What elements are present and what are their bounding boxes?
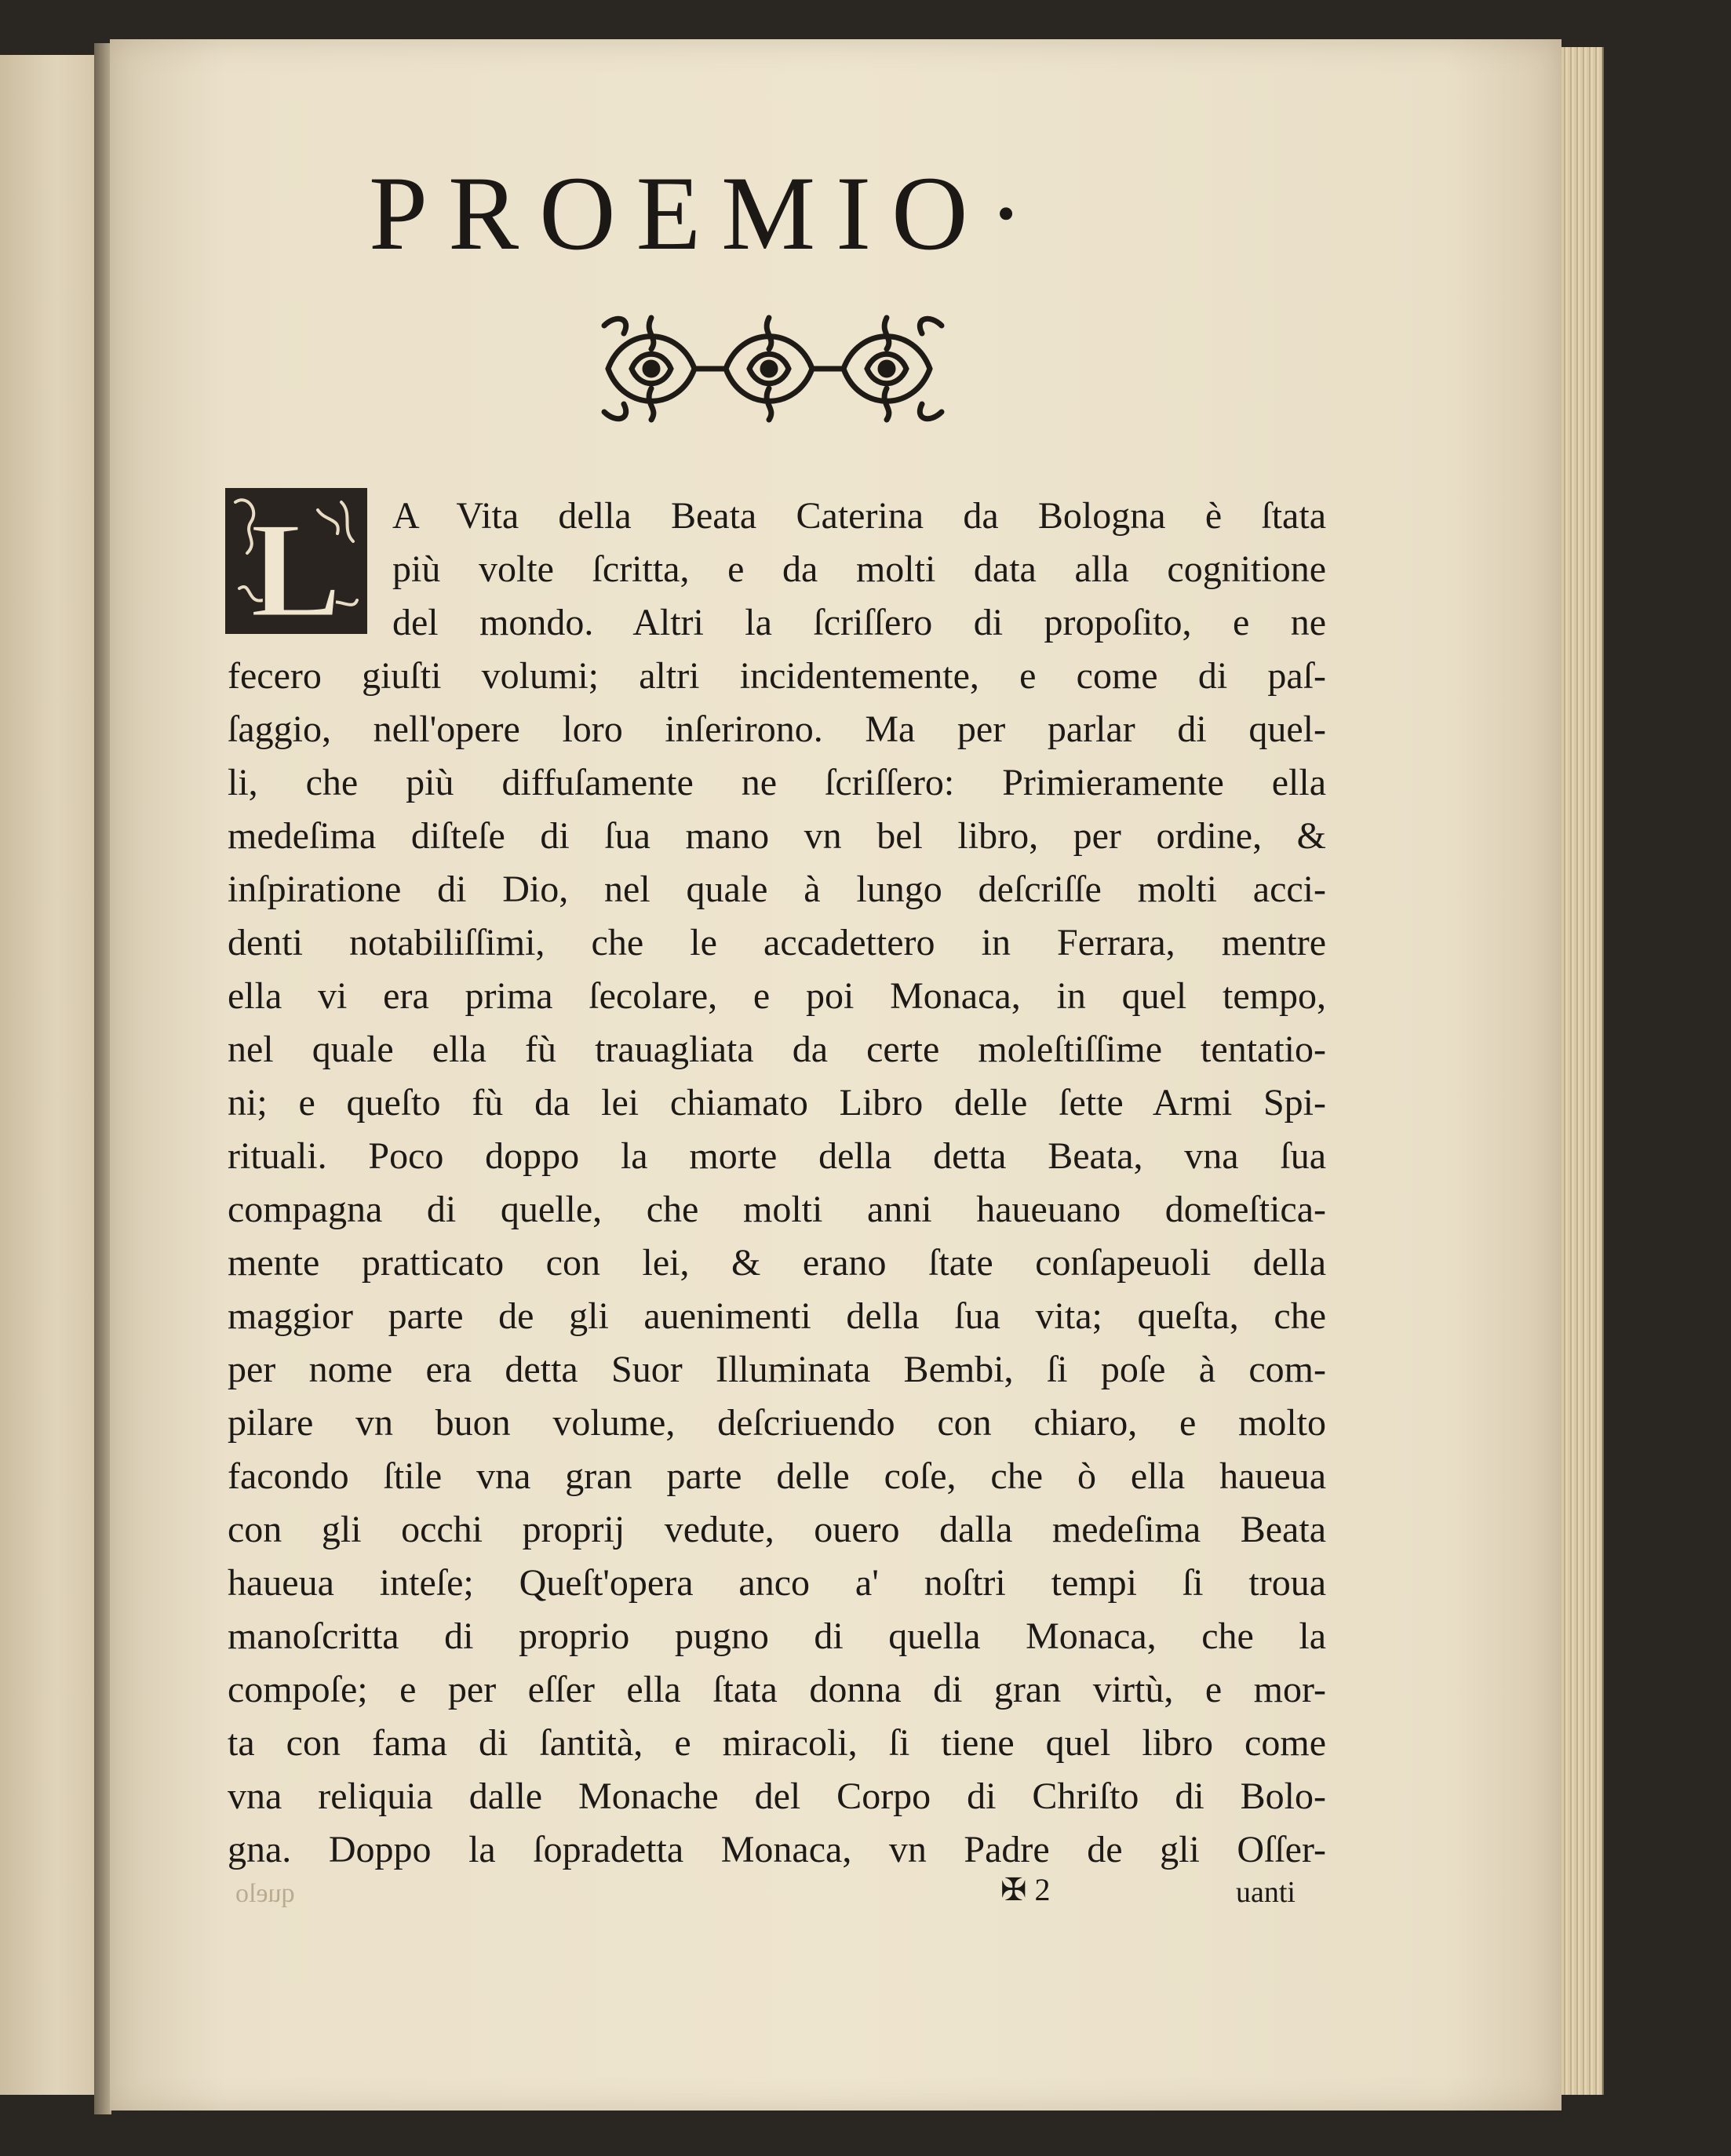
text-line: haueua inteſe; Queſt'opera anco a' noſtri tempi ſi troua — [228, 1562, 1326, 1604]
text-line: manoſcritta di proprio pugno di quella Monaca, che la — [228, 1615, 1326, 1657]
text-line: facondo ſtile vna gran parte delle coſe, che ò ella haueua — [228, 1455, 1326, 1497]
text-line: compagna di quelle, che molti anni haueuano domeſtica- — [228, 1189, 1326, 1230]
text-line: con gli occhi proprij vedute, ouero dalla medeſima Beata — [228, 1509, 1326, 1550]
text-line: mente pratticato con lei, & erano ſtate conſapeuoli della — [228, 1242, 1326, 1284]
catchword: uanti — [1236, 1876, 1296, 1909]
text-line: più volte ſcritta, e da molti data alla cognitione — [392, 548, 1326, 590]
title-mark: · — [988, 155, 1044, 272]
bleed-through-text: quelo — [235, 1879, 295, 1908]
text-line: compoſe; e per eſſer ella ſtata donna di gran virtù, e mor- — [228, 1669, 1326, 1710]
text-line: maggior parte de gli auenimenti della ſua vita; queſta, che — [228, 1295, 1326, 1337]
proemio-body-text — [228, 490, 1326, 1877]
text-line: fecero giuſti volumi; altri incidentemente, e come di paſ- — [228, 655, 1326, 697]
text-line: ſaggio, nell'opere loro inſerirono. Ma per parlar di quel- — [228, 708, 1326, 750]
text-line: del mondo. Altri la ſcriſſero di propoſito, e ne — [392, 602, 1326, 643]
dropcap-letter: L — [250, 493, 342, 636]
page-title — [369, 155, 1232, 272]
text-line: inſpiratione di Dio, nel quale à lungo deſcriſſe molti acci- — [228, 869, 1326, 910]
text-line: medeſima diſteſe di ſua mano vn bel libro, per ordine, & — [228, 815, 1326, 857]
text-line: gna. Doppo la ſopradetta Monaca, vn Padre de gli Oſſer- — [228, 1829, 1326, 1870]
text-line: li, che più diffuſamente ne ſcriſſero: Primieramente ella — [228, 762, 1326, 803]
text-line: per nome era detta Suor Illuminata Bembi, ſi poſe à com- — [228, 1349, 1326, 1390]
text-line: ta con fama di ſantità, e miracoli, ſi tiene quel libro come — [228, 1722, 1326, 1764]
text-line: vna reliquia dalle Monache del Corpo di Chriſto di Bolo- — [228, 1775, 1326, 1817]
signature-mark: ✠ 2 — [1000, 1872, 1051, 1907]
text-line: A Vita della Beata Caterina da Bologna è ſtata — [392, 495, 1326, 537]
title-text: PROEMIO — [369, 155, 989, 272]
book-gutter — [94, 43, 111, 2114]
facing-page-edge — [0, 55, 97, 2095]
text-line: ni; e queſto fù da lei chiamato Libro delle ſette Armi Spi- — [228, 1082, 1326, 1124]
text-line: ella vi era prima ſecolare, e poi Monaca, in quel tempo, — [228, 975, 1326, 1017]
text-line: pilare vn buon volume, deſcriuendo con chiaro, e molto — [228, 1402, 1326, 1444]
decorative-headpiece-ornament — [600, 310, 946, 428]
text-line: denti notabiliſſimi, che le accadettero in Ferrara, mentre — [228, 922, 1326, 963]
text-line: rituali. Poco doppo la morte della detta Beata, vna ſua — [228, 1135, 1326, 1177]
page-stack-edge — [1562, 47, 1604, 2095]
text-line: nel quale ella fù trauagliata da certe moleſtiſſime tentatio- — [228, 1029, 1326, 1070]
